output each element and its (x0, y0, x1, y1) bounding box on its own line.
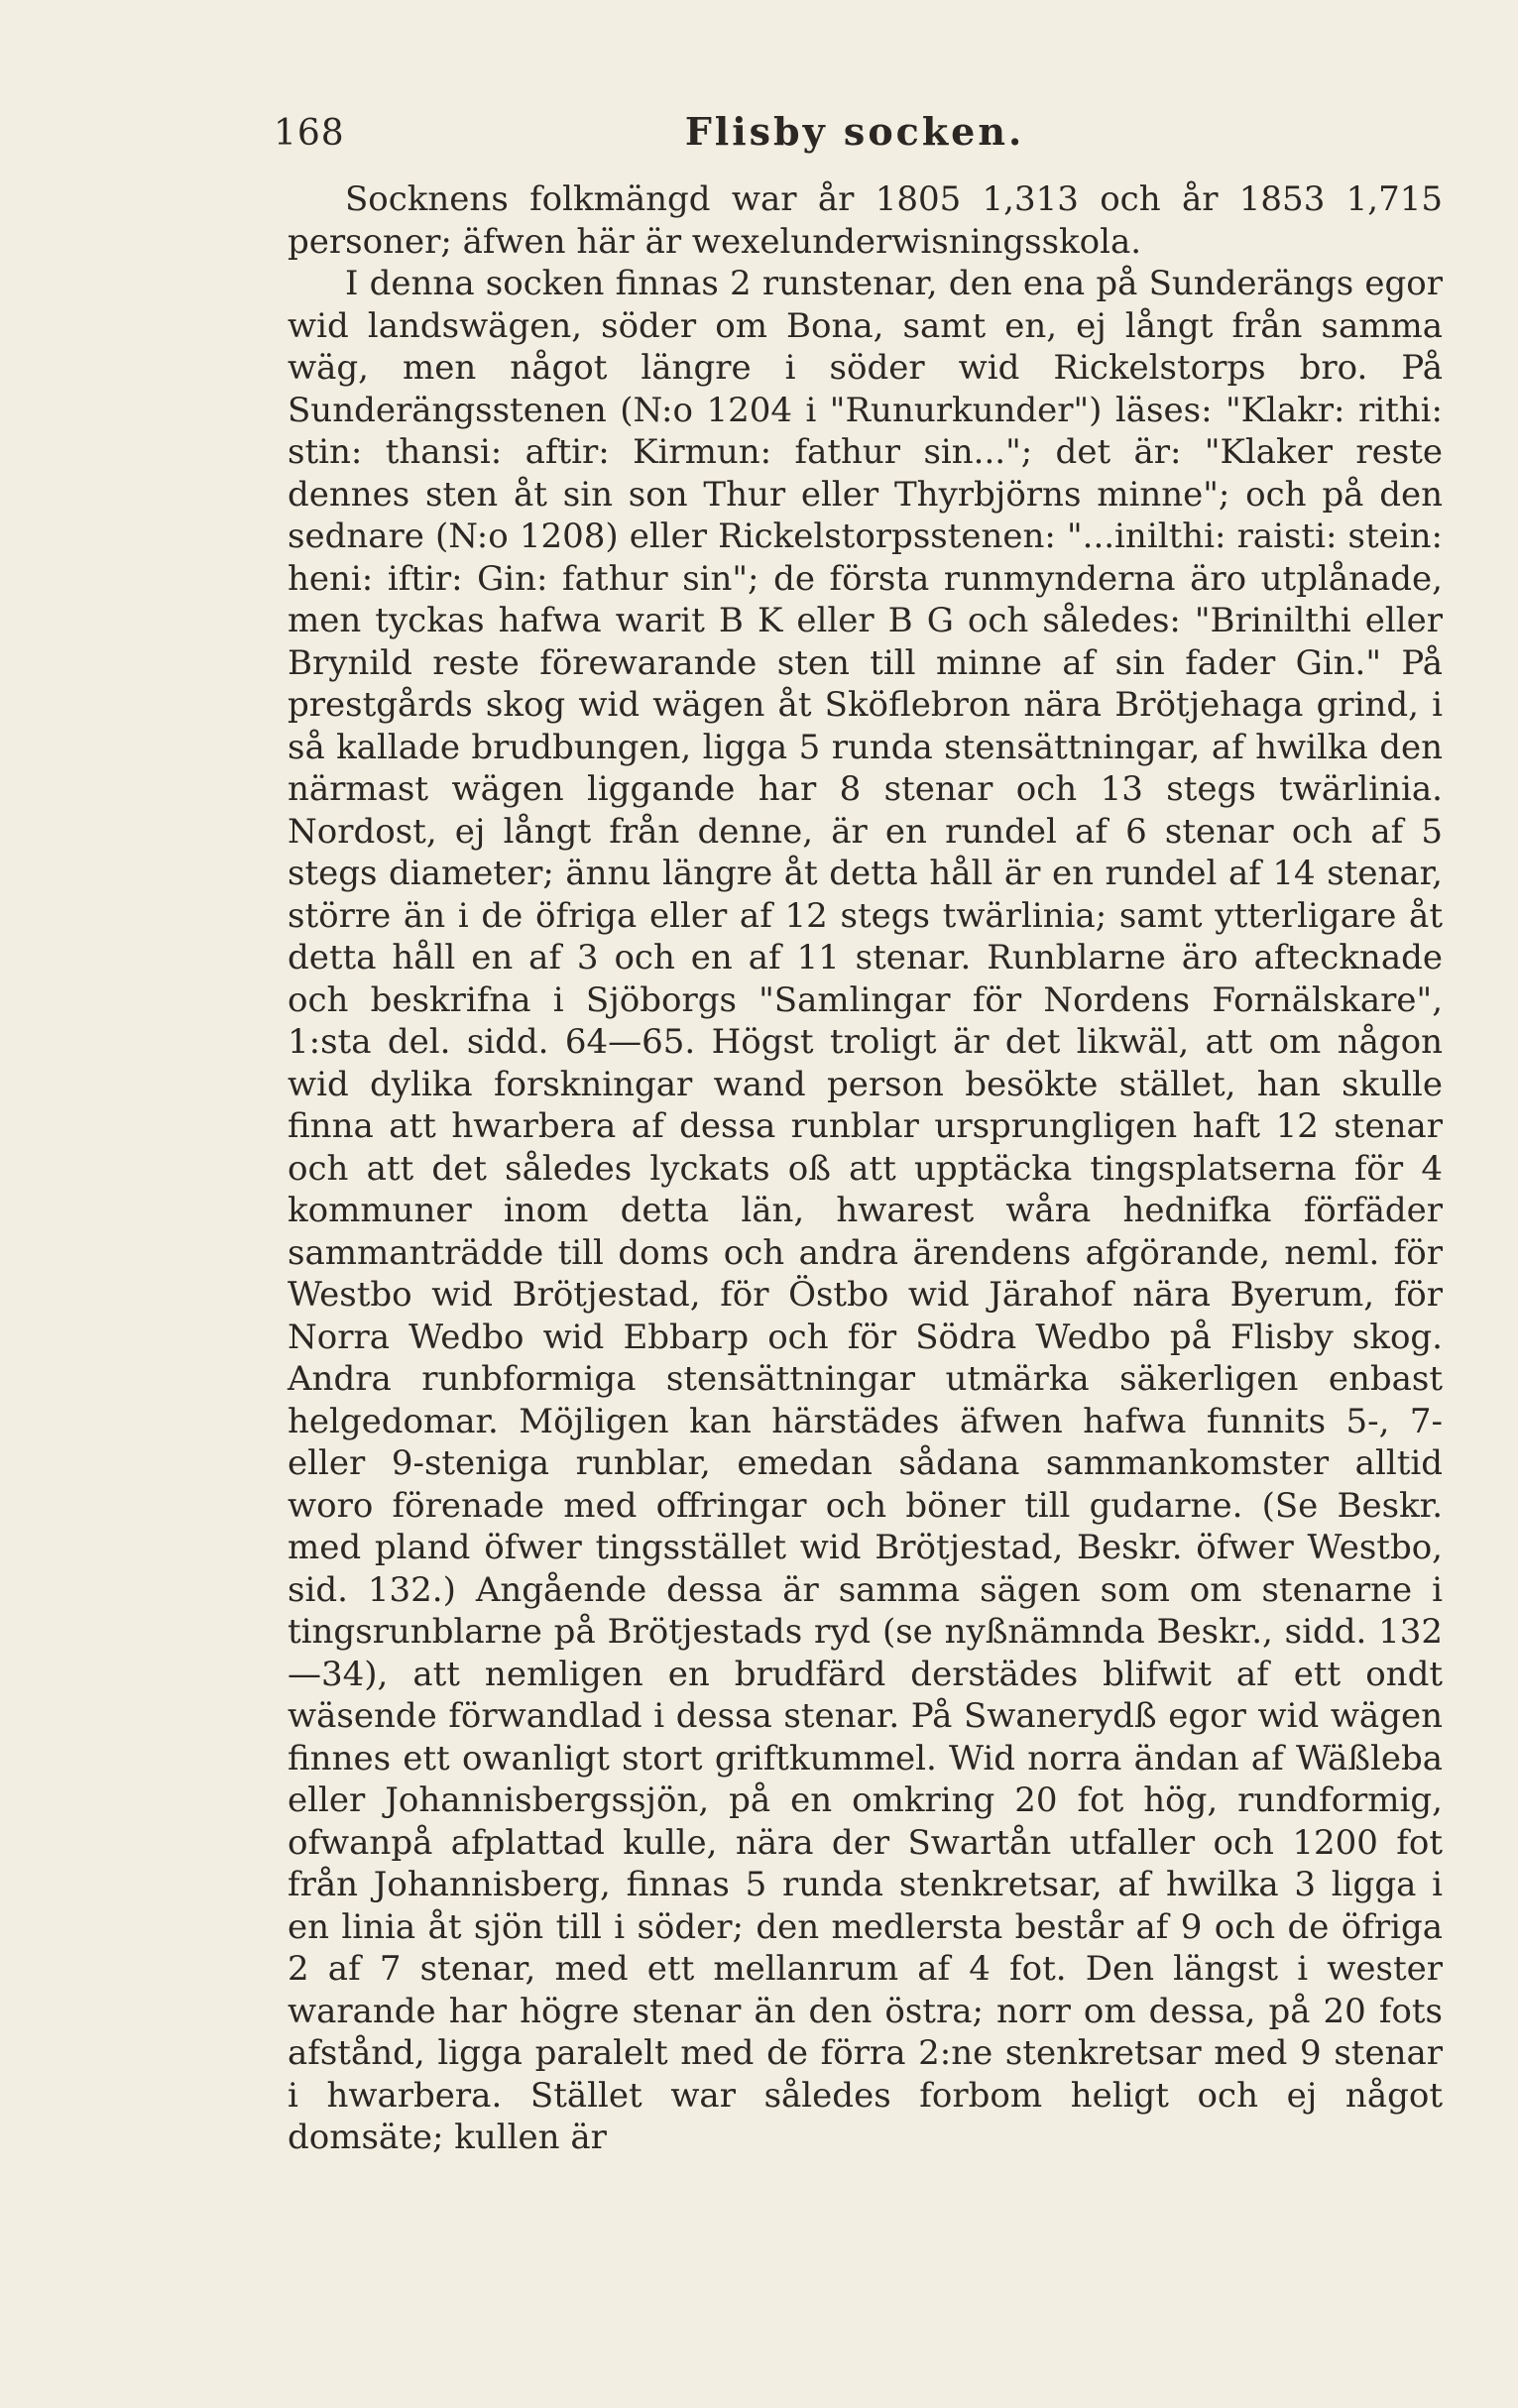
paragraph-runestones: I denna socken finnas 2 runstenar, den ena på Sunderängs egor wid landswägen, söder om Bona, samt en, ej långt från samma wäg, men något längre i söder wid Rickelstorps bro. På Sunderängsstenen (N:o 1204 i "Runurkunder") läses: "Klakr: rithi: stin: thansi: aftir: Kirmun: fathur sin..."; det är: "Klaker reste dennes sten åt sin son Thur eller Thyrbjörns minne"; och på den sednare (N:o 1208) eller Rickelstorpsstenen: "...inilthi: raisti: stein: heni: iftir: Gin: fathur sin"; de första runmynderna äro utplånade, men tyckas hafwa warit B K eller B G och således: "Brinilthi eller Brynild reste förewarande sten till minne af sin fader Gin." På prestgårds skog wid wägen åt Sköflebron nära Brötjehaga grind, i så kallade brudbungen, ligga 5 runda stensättningar, af hwilka den närmast wägen liggande har 8 stenar och 13 stegs twärlinia. Nordost, ej långt från denne, är en rundel af 6 stenar och af 5 stegs diameter; ännu längre åt detta håll är en rundel af 14 stenar, större än i de öfriga eller af 12 stegs twärlinia; samt ytterligare åt detta håll en af 3 och en af 11 stenar. Runblarne äro aftecknade och beskrifna i Sjöborgs "Samlingar för Nordens Fornälskare", 1:sta del. sidd. 64—65. Högst troligt är det likwäl, att om någon wid dylika forskningar wand person besökte stället, han skulle finna att hwarbera af dessa runblar ursprungligen haft 12 stenar och att det således lyckats oß att upptäcka tingsplatserna för 4 kommuner inom detta län, hwarest wåra hednifka förfäder sammanträdde till doms och andra ärendens afgörande, neml. för Westbo wid Brötjestad, för Östbo wid Järahof nära Byerum, för Norra Wedbo wid Ebbarp och för Södra Wedbo på Flisby skog. Andra runbformiga stensättningar utmärka säkerligen enbast helgedomar. Möjligen kan härstädes äfwen hafwa funnits 5-, 7- eller 9-steniga runblar, emedan sådana sammankomster alltid woro förenade med offringar och böner till gudarne. (Se Beskr. med pland öfwer tingsstället wid Brötjestad, Beskr. öfwer Westbo, sid. 132.) Angående dessa är samma sägen som om stenarne i tingsrunblarne på Brötjestads ryd (se nyßnämnda Beskr., sidd. 132—34), att nemligen en brudfärd derstädes blifwit af ett ondt wäsende förwandlad i dessa stenar. På Swanerydß egor wid wägen finnes ett owanligt stort griftkummel. Wid norra ändan af Wäßleba eller Johannisbergssjön, på en omkring 20 fot hög, rundformig, ofwanpå afplattad kulle, nära der Swartån utfaller och 1200 fot från Johannisberg, finnas 5 runda stenkretsar, af hwilka 3 ligga i en linia åt sjön till i söder; den medlersta består af 9 och de öfriga 2 af 7 stenar, med ett mellanrum af 4 fot. Den längst i wester warande har högre stenar än den östra; norr om dessa, på 20 fots afstånd, ligga paralelt med de förra 2:ne stenkretsar med 9 stenar i hwarbera. Stället war således forbom heligt och ej något domsäte; kullen är (288, 264, 1443, 2157)
page-number: 168 (274, 113, 345, 154)
page-header (270, 103, 1440, 163)
paragraph-population: Socknens folkmängd war år 1805 1,313 och år 1853 1,715 personer; äfwen här är wexelunderwisningsskola. (288, 179, 1443, 262)
running-head: Flisby socken. (684, 109, 1025, 154)
body-text (288, 178, 1443, 2159)
